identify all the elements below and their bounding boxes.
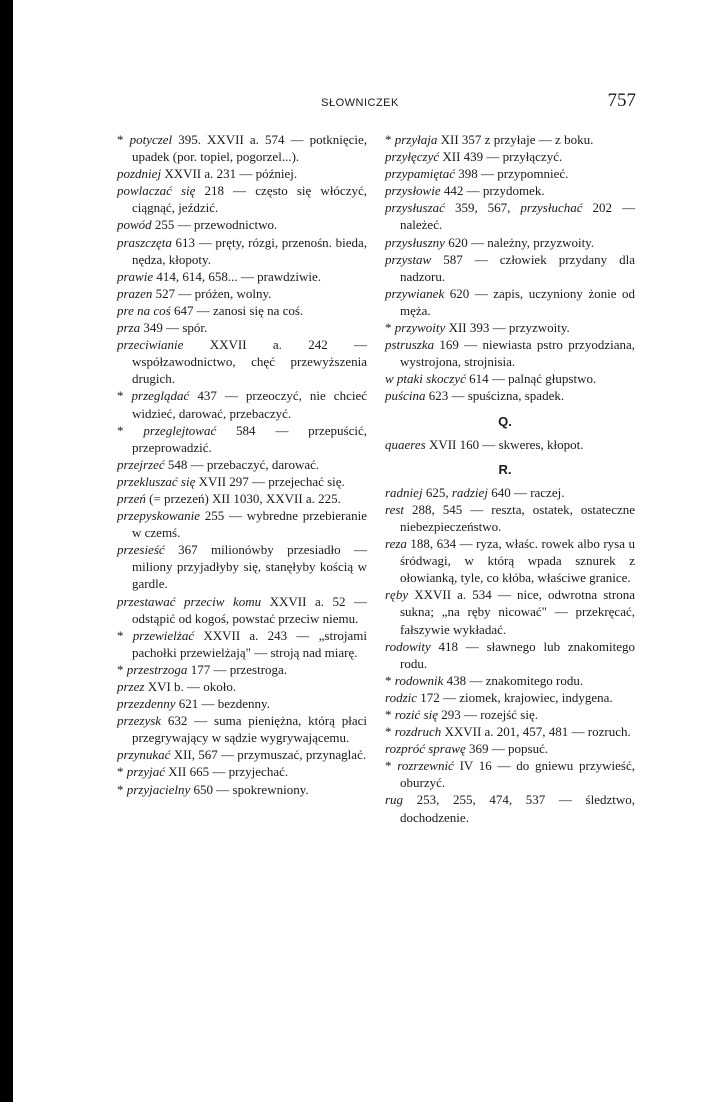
entry-definition: 414, 614, 658... — prawdziwie. xyxy=(153,268,322,284)
dictionary-entry xyxy=(117,285,367,302)
entry-star-marker: * xyxy=(117,661,127,677)
entry-headword: przypamiętać xyxy=(385,166,456,182)
entry-headword: potyczel xyxy=(129,132,173,147)
entry-definition: XXVII a. 201, 457, 481 — rozruch. xyxy=(441,724,631,740)
dictionary-entry xyxy=(117,182,367,216)
entry-headword: przystaw xyxy=(385,251,432,267)
entry-headword: radniej xyxy=(385,484,423,500)
entry-definition: XXVII a. 534 — nice, odwrotna strona sukna; „na ręby nicować" — przekręcać, fałszywie wykładać. xyxy=(400,587,635,637)
entry-headword: puścina xyxy=(385,388,426,404)
entry-headword: przyłęczyć xyxy=(385,149,440,165)
dictionary-entry xyxy=(385,535,635,586)
dictionary-entry xyxy=(385,672,635,689)
dictionary-entry xyxy=(385,484,635,501)
dictionary-entry xyxy=(117,216,367,233)
entry-definition: 172 — ziomek, krajowiec, indygena. xyxy=(417,689,613,705)
dictionary-entry xyxy=(385,285,635,319)
dictionary-entry xyxy=(385,638,635,672)
dictionary-entry xyxy=(117,336,367,387)
entry-headword: pstruszka xyxy=(385,337,435,353)
entry-definition: 418 — sławnego lub znakomitego rodu. xyxy=(400,638,635,671)
entry-headword: prazen xyxy=(117,285,153,301)
entry-definition: XXVII a. 231 — później. xyxy=(161,166,298,182)
entry-definition: 349 — spór. xyxy=(140,320,208,336)
entry-headword: przysłuszny xyxy=(385,234,445,250)
entry-star-marker: * xyxy=(117,781,127,797)
dictionary-entry xyxy=(117,627,367,661)
entry-definition: 369 — popsuć. xyxy=(465,741,549,757)
dictionary-entry xyxy=(385,336,635,370)
entry-definition: 398 — przypomnieć. xyxy=(455,166,569,182)
entry-definition: 614 — palnąć głupstwo. xyxy=(465,371,597,387)
entry-definition: 437 — przeoczyć, nie chcieć widzieć, darować, przebaczyć. xyxy=(132,388,368,421)
entry-definition: IV 16 — do gniewu przywieść, oburzyć. xyxy=(400,758,636,791)
entry-star-marker: * xyxy=(385,758,398,774)
dictionary-entry xyxy=(385,723,635,740)
dictionary-entry xyxy=(385,251,635,285)
entry-headword: przesieść xyxy=(117,542,165,558)
entry-star-marker: * xyxy=(117,764,127,780)
dictionary-entry xyxy=(117,165,367,182)
entry-headword: przywianek xyxy=(385,285,445,301)
entry-star-marker: * xyxy=(117,627,133,643)
dictionary-entry xyxy=(385,501,635,535)
dictionary-entry xyxy=(117,234,367,268)
entry-headword: przestrzoga xyxy=(126,661,188,677)
entry-definition: 169 — niewiasta pstro przyodziana, wystrojona, strojnisia. xyxy=(400,337,635,370)
entry-definition: XII 357 z przyłaje — z boku. xyxy=(437,132,594,147)
page-edge-shadow xyxy=(0,0,13,1102)
entry-definition: XXVII a. 242 — współzawodnictwo, chęć przewyższenia drugich. xyxy=(132,337,367,387)
dictionary-entry xyxy=(385,319,635,336)
section-letter-q: Q. xyxy=(498,413,512,429)
dictionary-entry xyxy=(117,763,367,780)
entry-definition: 293 — rozejść się. xyxy=(437,707,538,722)
entry-definition: 442 — przydomek. xyxy=(440,183,545,199)
entry-headword: prza xyxy=(117,320,141,336)
running-header: SŁOWNICZEK xyxy=(321,97,399,109)
page-number: 757 xyxy=(607,90,636,111)
entry-headword: rest xyxy=(385,501,405,517)
entry-star-marker: * xyxy=(385,320,395,336)
entry-definition: XXVII a. 243 — „strojami pachołki przewielżają" — stroją nad miarę. xyxy=(132,627,368,660)
dictionary-entry xyxy=(117,473,367,490)
dictionary-entry xyxy=(385,706,635,723)
dictionary-entry xyxy=(385,370,635,387)
entry-definition: XVII 160 — skweres, kłopot. xyxy=(425,436,584,452)
entry-headword: przewielżać xyxy=(132,627,195,643)
entry-definition: XVI b. — około. xyxy=(144,679,237,694)
entry-definition: 527 — próżen, wolny. xyxy=(152,285,272,301)
entry-definition: XII 393 — przyzwoity. xyxy=(445,320,570,336)
entry-star-marker: * xyxy=(385,707,395,722)
dictionary-entry xyxy=(385,387,635,404)
entry-headword: przeń xyxy=(117,490,146,506)
entry-definition: 288, 545 — reszta, ostatek, ostateczne niebezpieczeństwo. xyxy=(400,501,635,534)
dictionary-entry xyxy=(385,689,635,706)
dictionary-entry xyxy=(117,302,367,319)
entry-definition: 188, 634 — ryza, właśc. rowek albo rysa u śródwagi, w którą wpada sznurek z ołowianką, tyle, co kłóba, właściwe granice. xyxy=(400,536,635,586)
dictionary-entry xyxy=(385,740,635,757)
entry-headword: rodownik xyxy=(394,672,444,688)
dictionary-entry xyxy=(385,182,635,199)
right-column xyxy=(385,131,635,826)
entry-definition: XII 665 — przyjechać. xyxy=(165,764,289,780)
entry-definition: 359, 567, xyxy=(444,200,521,216)
dictionary-entry xyxy=(385,757,635,791)
entry-definition: 587 — człowiek przydany dla nadzoru. xyxy=(400,251,635,284)
entry-headword: przeciwianie xyxy=(117,337,184,353)
section-letter-r: R. xyxy=(498,461,512,477)
entry-headword: praszczęta xyxy=(117,234,172,250)
entry-star-marker: * xyxy=(117,422,144,438)
entry-headword: przez xyxy=(117,679,145,694)
entry-headword: powód xyxy=(117,217,152,233)
entries-q xyxy=(385,436,635,453)
entry-headword: rug xyxy=(385,792,404,808)
entry-headword: w ptaki skoczyć xyxy=(385,371,466,387)
entry-star-marker: * xyxy=(385,132,395,147)
entry-headword: rozrzewnić xyxy=(397,758,454,774)
entry-definition: (= przezeń) XII 1030, XXVII a. 225. xyxy=(145,490,341,506)
entry-definition: 548 — przebaczyć, darować. xyxy=(164,456,320,472)
entry-definition: 623 — spuścizna, spadek. xyxy=(425,388,565,404)
entry-definition: 650 — spokrewniony. xyxy=(190,781,309,797)
entry-headword: przysłowie xyxy=(385,183,441,199)
entry-headword: przyjać xyxy=(126,764,166,780)
entry-definition: 625, xyxy=(422,484,452,500)
dictionary-entry xyxy=(385,791,635,825)
entry-definition: 438 — znakomitego rodu. xyxy=(443,672,584,688)
entry-headword: ręby xyxy=(385,587,409,603)
entry-definition: 620 — należny, przyzwoity. xyxy=(444,234,595,250)
dictionary-entry xyxy=(117,490,367,507)
dictionary-entry xyxy=(117,661,367,678)
entry-headword: przeglejtować xyxy=(143,422,217,438)
entry-definition: XII, 567 — przymuszać, przynaglać. xyxy=(170,747,367,763)
entry-definition: 647 — zanosi się na coś. xyxy=(170,302,304,318)
dictionary-entry xyxy=(385,436,635,453)
entry-definition: 640 — raczej. xyxy=(487,484,565,500)
entry-headword: przejrzeć xyxy=(117,456,165,472)
entry-headword: pozdniej xyxy=(117,166,162,182)
dictionary-entry xyxy=(117,507,367,541)
entry-headword: przysłuszać xyxy=(385,200,445,216)
entry-definition: XII 439 — przyłączyć. xyxy=(439,149,563,165)
entry-definition: 177 — przestroga. xyxy=(187,661,288,677)
entry-definition: 395. XXVII a. 574 — potknięcie, upadek (por. topiel, pogorzel...). xyxy=(132,132,367,165)
entry-headword: przezysk xyxy=(117,713,162,729)
entry-headword: rodowity xyxy=(385,638,431,654)
dictionary-entry xyxy=(385,148,635,165)
entry-definition: XXVII a. 52 — odstąpić od kogoś, powstać przeciw niemu. xyxy=(132,593,367,626)
entry-star-marker: * xyxy=(385,672,395,688)
entries-r xyxy=(385,484,635,826)
entry-definition: 253, 255, 474, 537 — śledztwo, dochodzenie. xyxy=(400,792,635,825)
entry-headword: przepyskowanie xyxy=(117,508,201,524)
entry-headword: przyjacielny xyxy=(126,781,191,797)
entry-headword: rodzic xyxy=(385,689,418,705)
entry-headword: reza xyxy=(385,536,407,552)
dictionary-entry xyxy=(117,746,367,763)
dictionary-entry xyxy=(385,234,635,251)
entry-headword: przezdenny xyxy=(117,696,176,712)
entry-definition: 218 — często się włóczyć, ciągnąć, jeździć. xyxy=(132,183,367,216)
entry-headword: przeglądać xyxy=(131,388,190,404)
entry-headword: radziej xyxy=(451,484,488,500)
entry-definition: 620 — zapis, uczyniony żonie od męża. xyxy=(400,285,635,318)
entry-star-marker: * xyxy=(385,724,395,740)
dictionary-entry xyxy=(117,781,367,798)
entry-headword: przekluszać się xyxy=(117,473,196,489)
dictionary-entry xyxy=(385,165,635,182)
entry-headword: pre na coś xyxy=(117,302,171,318)
left-column xyxy=(117,131,367,798)
entry-definition: 255 — wybredne przebieranie w czemś. xyxy=(132,508,367,541)
entry-definition: 621 — bezdenny. xyxy=(175,696,270,712)
entry-definition: 613 — pręty, rózgi, przenośn. bieda, nędza, kłopoty. xyxy=(132,234,367,267)
entry-headword: przysłuchać xyxy=(520,200,583,216)
dictionary-entry xyxy=(117,678,367,695)
entry-headword: przynukać xyxy=(117,747,171,763)
entries-p-continued xyxy=(385,131,635,405)
entry-definition: XVII 297 — przejechać się. xyxy=(195,473,345,489)
dictionary-entry xyxy=(117,695,367,712)
entry-headword: przywoity xyxy=(394,320,446,336)
dictionary-entry xyxy=(117,387,367,421)
dictionary-entry xyxy=(385,199,635,233)
dictionary-entry xyxy=(117,456,367,473)
entry-definition: 255 — przewodnictwo. xyxy=(151,217,278,233)
dictionary-entry xyxy=(117,541,367,592)
entry-definition: 202 — należeć. xyxy=(400,200,636,233)
entry-headword: quaeres xyxy=(385,436,426,452)
entry-star-marker: * xyxy=(117,388,132,404)
dictionary-entry xyxy=(117,319,367,336)
entry-definition: 584 — przepuścić, przeprowadzić. xyxy=(132,422,367,455)
dictionary-entry xyxy=(117,422,367,456)
entry-definition: 632 — suma pieniężna, którą płaci przegrywający w sądzie wygrywającemu. xyxy=(132,713,367,746)
dictionary-entry xyxy=(117,712,367,746)
entry-headword: rozdruch xyxy=(394,724,442,740)
dictionary-entry xyxy=(385,586,635,637)
dictionary-entry xyxy=(385,131,635,148)
entry-headword: przyłaja xyxy=(394,132,438,147)
entry-headword: rozić się xyxy=(394,707,438,722)
dictionary-entry xyxy=(117,593,367,627)
entry-headword: powlaczać się xyxy=(117,183,196,199)
entry-headword: rozpróć sprawę xyxy=(385,741,466,757)
dictionary-entry xyxy=(117,131,367,165)
entry-definition: 367 milionówby przesiadło — miliony przyjadłyby się, stanęłyby kością w gardle. xyxy=(132,542,367,592)
entry-headword: przestawać przeciw komu xyxy=(117,593,262,609)
dictionary-entry xyxy=(117,268,367,285)
entry-star-marker: * xyxy=(117,132,130,147)
entry-headword: prawie xyxy=(117,268,154,284)
